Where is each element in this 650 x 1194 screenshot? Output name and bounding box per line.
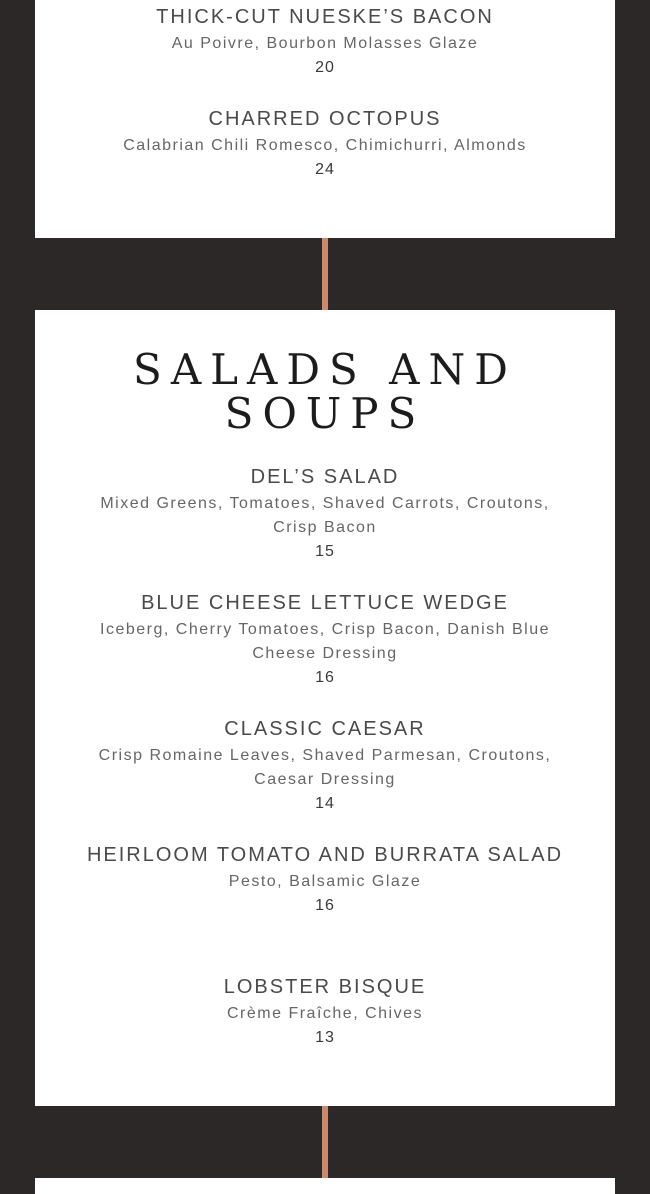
menu-item bbox=[85, 714, 565, 816]
menu-card-next bbox=[35, 1178, 615, 1194]
menu-item-description: Mixed Greens, Tomatoes, Shaved Carrots, Croutons, Crisp Bacon bbox=[100, 495, 550, 536]
section-connector bbox=[322, 1106, 328, 1178]
menu-item-price: 16 bbox=[315, 669, 335, 686]
menu-item-price: 20 bbox=[315, 59, 335, 76]
menu-item-description: Au Poivre, Bourbon Molasses Glaze bbox=[171, 35, 479, 52]
menu-item bbox=[85, 840, 565, 918]
menu-item-description: Calabrian Chili Romesco, Chimichurri, Almonds bbox=[123, 137, 527, 154]
menu-item-description: Crisp Romaine Leaves, Shaved Parmesan, Croutons, Caesar Dressing bbox=[98, 747, 552, 788]
menu-item-name: CHARRED OCTOPUS bbox=[208, 108, 442, 130]
menu-card-previous bbox=[35, 0, 615, 238]
menu-item-name: BLUE CHEESE LETTUCE WEDGE bbox=[141, 592, 509, 614]
menu-item bbox=[85, 2, 565, 80]
menu-item-price: 16 bbox=[315, 897, 335, 914]
menu-item-price: 24 bbox=[315, 161, 335, 178]
section-title: SALADS AND SOUPS bbox=[133, 345, 517, 438]
menu-item-description: Pesto, Balsamic Glaze bbox=[228, 873, 422, 890]
menu-item bbox=[85, 104, 565, 182]
menu-item-description: Crème Fraîche, Chives bbox=[227, 1005, 423, 1022]
menu-item-name: DEL’S SALAD bbox=[250, 466, 400, 488]
menu-item bbox=[85, 972, 565, 1050]
menu-item-price: 13 bbox=[315, 1029, 335, 1046]
menu-item-description: Iceberg, Cherry Tomatoes, Crisp Bacon, Danish Blue Cheese Dressing bbox=[100, 621, 550, 662]
menu-item-name: THICK-CUT NUESKE’S BACON bbox=[156, 6, 494, 28]
menu-item-price: 14 bbox=[315, 795, 335, 812]
menu-item-name: CLASSIC CAESAR bbox=[224, 718, 426, 740]
menu-card-salads-and-soups bbox=[35, 310, 615, 1106]
menu-item bbox=[85, 588, 565, 690]
menu-item bbox=[85, 462, 565, 564]
menu-item-name: LOBSTER BISQUE bbox=[223, 976, 427, 998]
menu-item-name: HEIRLOOM TOMATO AND BURRATA SALAD bbox=[86, 844, 564, 866]
menu-item-price: 15 bbox=[315, 543, 335, 560]
section-connector bbox=[322, 238, 328, 310]
